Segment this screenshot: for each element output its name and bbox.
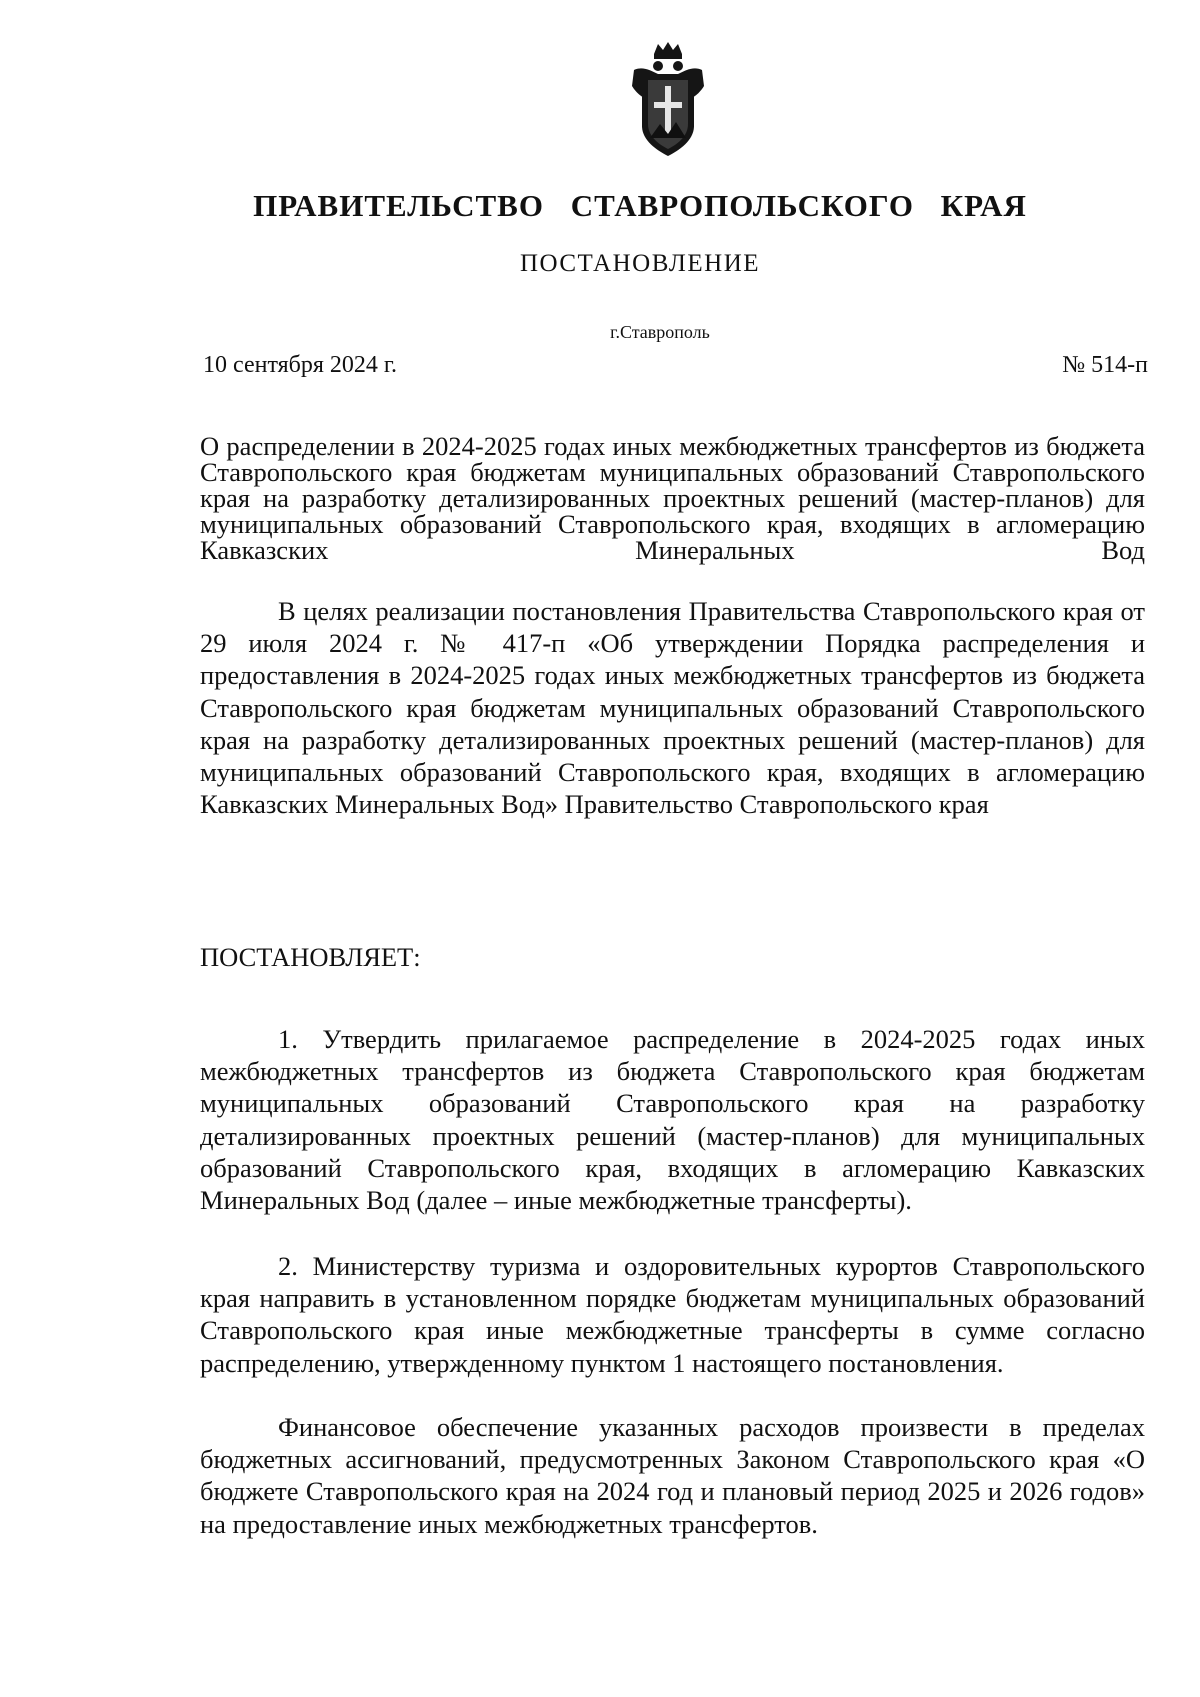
government-title: ПРАВИТЕЛЬСТВО СТАВРОПОЛЬСКОГО КРАЯ xyxy=(253,188,1027,223)
decree-word: ПОСТАНОВЛЯЕТ: xyxy=(200,942,421,972)
document-number: № 514-п xyxy=(1062,352,1148,378)
document-date: 10 сентября 2024 г. xyxy=(203,352,398,378)
coat-of-arms-icon xyxy=(624,40,712,160)
preamble-paragraph: В целях реализации постановления Правительства Ставропольского края от 29 июля 2024 г. № 417-п «Об утверждении Порядка распределения и предоставления в 2024-2025 годах иных межбюджетных трансфертов из бюджета Ставропольского края бюджетам муниципальных образований Ставропольского края на разработку детализированных проектных решений (мастер-планов) для муниципальных образований Ставропольского края, входящих в агломерацию Кавказских Минеральных Вод» Правительство Ставропольского края xyxy=(200,596,1145,820)
document-city: г.Ставрополь xyxy=(610,322,710,342)
document-type: ПОСТАНОВЛЕНИЕ xyxy=(519,250,761,277)
item-2-financing-paragraph: Финансовое обеспечение указанных расходов произвести в пределах бюджетных ассигнований, предусмотренных Законом Ставропольского края «О бюджете Ставропольского края на 2024 год и плановый период 2025 и 2026 годов» на предоставление иных межбюджетных трансфертов. xyxy=(200,1412,1145,1539)
item-1-paragraph: 1. Утвердить прилагаемое распределение в 2024-2025 годах иных межбюджетных трансфертов из бюджета Ставропольского края бюджетам муниципальных образований Ставропольского края на разработку детализированных проектных решений (мастер-планов) для муниципальных образований Ставропольского края, входящих в агломерацию Кавказских Минеральных Вод (далее – иные межбюджетные трансферты). xyxy=(200,1024,1145,1216)
document-subject: О распределении в 2024-2025 годах иных межбюджетных трансфертов из бюджета Ставропольского края бюджетам муниципальных образований Ставропольского края на разработку детализированных проектных решений (мастер-планов) для муниципальных образований Ставропольского края, входящих в агломерацию Кавказских Минеральных Вод xyxy=(200,431,1145,565)
item-2-paragraph: 2. Министерству туризма и оздоровительных курортов Ставропольского края направить в установленном порядке бюджетам муниципальных образований Ставропольского края иные межбюджетные трансферты в сумме согласно распределению, утвержденному пунктом 1 настоящего постановления. xyxy=(200,1251,1145,1378)
